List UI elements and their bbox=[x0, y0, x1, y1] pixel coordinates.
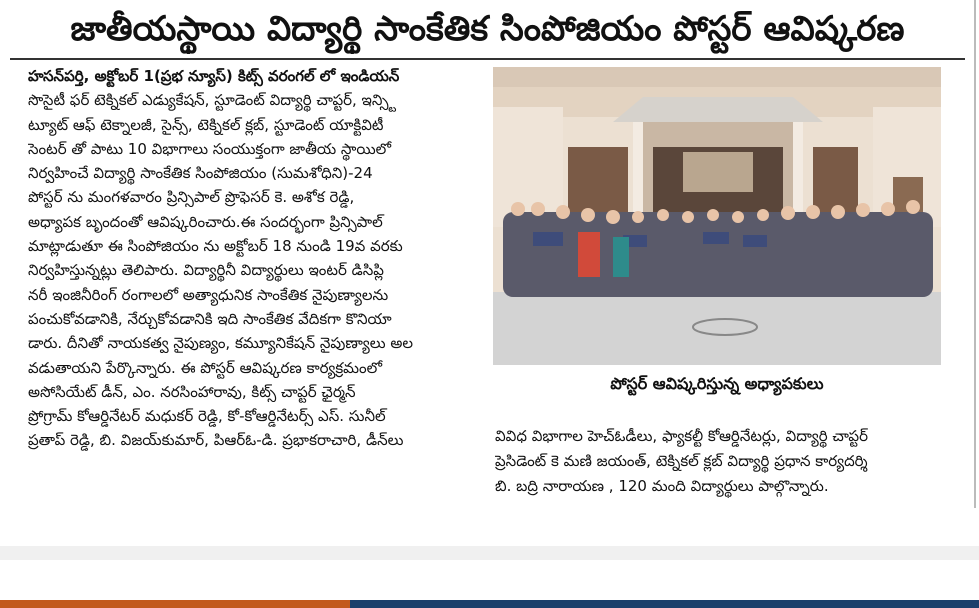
article-line: అధ్యాపక బృందంతో ఆవిష్కరించారు.ఈ సందర్భంగా ప్రిన్సిపాల్ bbox=[28, 212, 383, 231]
article-line: ప్రోగ్రామ్ కోఆర్డినేటర్ మధుకర్ రెడ్డి, కో-కోఆర్డినేటర్స్ ఎస్. సునీల్ bbox=[28, 407, 386, 426]
article-line: ప్రెసిడెంట్ కె మణి జయంత్, టెక్నికల్ క్లబ్ విద్యార్థి ప్రధాన కార్యదర్శి bbox=[495, 452, 868, 470]
article-line-dateline: హసన్‌పర్తి, అక్టోబర్ 1(ప్రభ న్యూస్) కిట్స్ వరంగల్ లో ఇండియన్ bbox=[28, 67, 400, 85]
article-line: సెంటర్ తో పాటు 10 విభాగాలు సంయుక్తంగా జాతీయ స్థాయిలో bbox=[28, 139, 392, 158]
article-line: వడుతాయని పేర్కొన్నారు. ఈ పోస్టర్ ఆవిష్కరణ కార్యక్రమంలో bbox=[28, 358, 383, 377]
article-line: నిర్వహించే విద్యార్థి సాంకేతిక సింపోజియం (సుమశోధిని)-24 bbox=[28, 164, 373, 183]
article-line: మాట్లాడుతూ ఈ సింపోజియం ను అక్టోబర్ 18 నుండి 19వ వరకు bbox=[28, 237, 403, 256]
headline: జాతీయస్థాయి విద్యార్థి సాంకేతిక సింపోజియం పోస్టర్ ఆవిష్కరణ bbox=[70, 9, 905, 49]
footer-bar-orange bbox=[0, 600, 350, 608]
article-line: నిర్వహిస్తున్నట్లు తెలిపారు. విద్యార్థినీ విద్యార్థులు ఇంటర్ డిసిప్లి bbox=[28, 261, 384, 280]
article-line: బి. బద్రి నారాయణ , 120 మంది విద్యార్థులు పాల్గొన్నారు. bbox=[495, 477, 829, 495]
group-photo bbox=[493, 67, 941, 365]
headline-divider bbox=[10, 58, 965, 60]
article-line: డారు. దీనితో నాయకత్వ నైపుణ్యం, కమ్యూనికేషన్ నైపుణ్యాలు అల bbox=[28, 334, 413, 353]
article-line: వివిధ విభాగాల హెచ్ఓడీలు, ఫ్యాకల్టీ కోఆర్డినేటర్లు, విద్యార్థి చాప్టర్ bbox=[495, 427, 868, 445]
article-line: నరీ ఇంజినీరింగ్ రంగాలలో అత్యాధునిక సాంకేతిక నైపుణ్యాలను bbox=[28, 285, 389, 304]
page-band bbox=[0, 546, 979, 560]
article-left-column bbox=[28, 64, 468, 506]
article-right-column bbox=[495, 424, 945, 506]
clipping-edge bbox=[974, 0, 976, 508]
photo-caption: పోస్టర్ ఆవిష్కరిస్తున్న అధ్యాపకులు bbox=[610, 374, 824, 393]
article-line: ప్రతాప్ రెడ్డి, బి. విజయ్‌కుమార్, పిఆర్ఓ-డి. ప్రభాకరాచారి, డీన్‌లు bbox=[28, 431, 404, 450]
footer-bar-blue bbox=[350, 600, 979, 608]
article-line: అసోసియేట్ డీన్, ఎం. నరసింహారావు, కిట్స్ చాప్టర్ ఛైర్మన్ bbox=[28, 382, 356, 401]
group-photo-illustration bbox=[493, 67, 941, 365]
article-line: ట్యూట్ ఆఫ్ టెక్నాలజీ, సైన్స్, టెక్నికల్ క్లబ్, స్టూడెంట్ యాక్టివిటీ bbox=[28, 115, 384, 134]
article-line: పంచుకోవడానికి, నేర్చుకోవడానికి ఇది సాంకేతిక వేదికగా కొనియా bbox=[28, 309, 392, 328]
article-line: పోస్టర్ ను మంగళవారం ప్రిన్సిపాల్ ప్రొఫెసర్ కె. అశోక రెడ్డి, bbox=[28, 188, 355, 207]
article-line: సొసైటీ ఫర్ టెక్నికల్ ఎడ్యుకేషన్, స్టూడెంట్ విద్యార్థి చాప్టర్, ఇన్స్టి bbox=[28, 91, 397, 110]
